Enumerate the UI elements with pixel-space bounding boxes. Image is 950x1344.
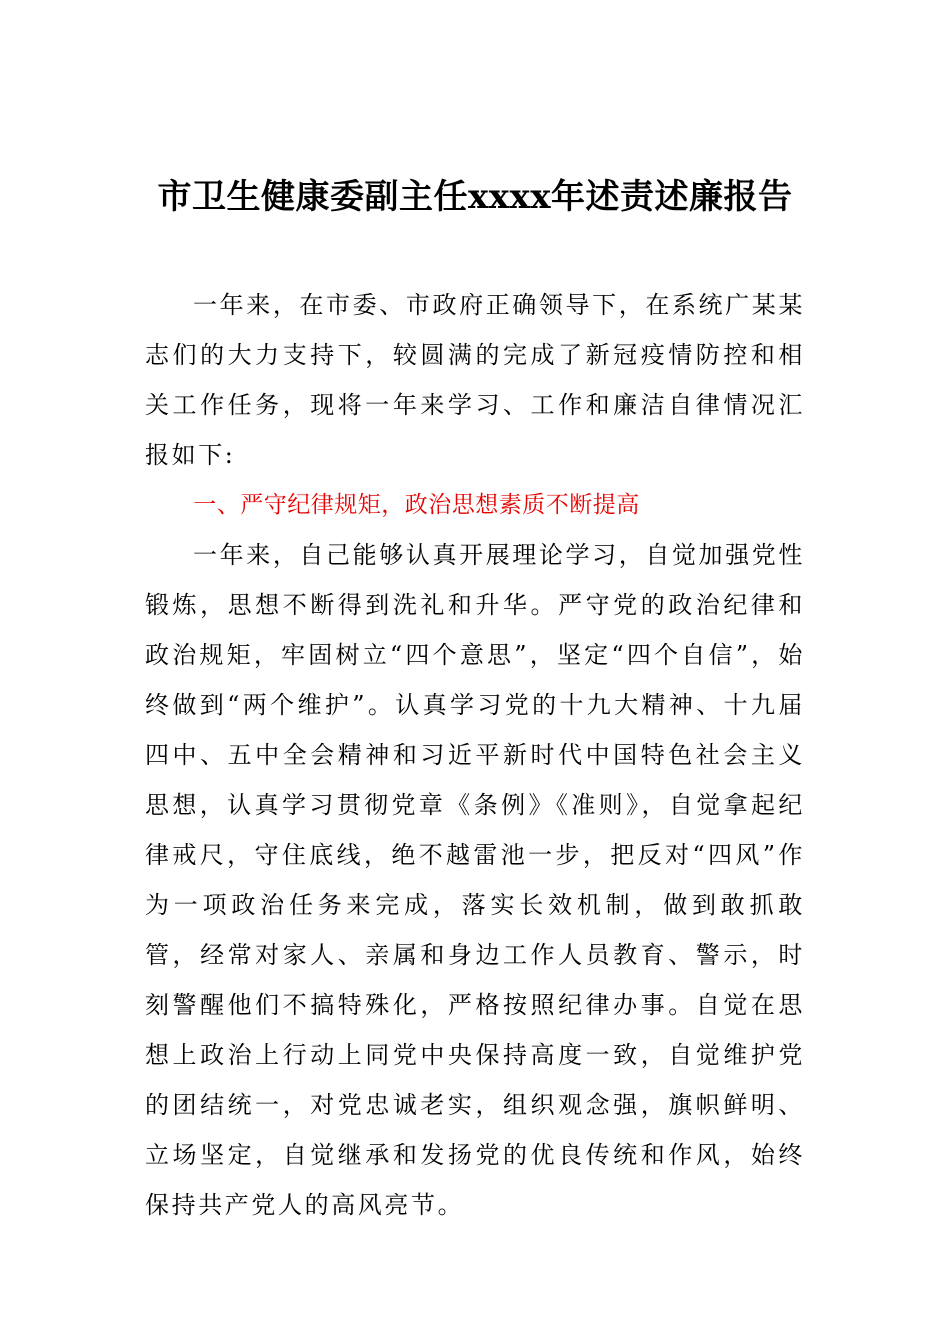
- document-title: 市卫生健康委副主任xxxx年述责述廉报告: [157, 176, 793, 217]
- intro-paragraph: 一年来，在市委、市政府正确领导下，在系统广某某志们的大力支持下，较圆满的完成了新冠疫情防控和相关工作任务，现将一年来学习、工作和廉洁自律情况汇报如下:: [145, 291, 805, 469]
- section-heading: 一、严守纪律规矩，政治思想素质不断提高: [193, 492, 640, 518]
- document-body: [145, 280, 805, 1230]
- section-paragraph: 一年来，自己能够认真开展理论学习，自觉加强党性锻炼，思想不断得到洗礼和升华。严守党的政治纪律和政治规矩，牢固树立“四个意思”，坚定“四个自信”，始终做到“两个维护”。认真学习党的十九大精神、十九届四中、五中全会精神和习近平新时代中国特色社会主义思想，认真学习贯彻党章《条例》《准则》，自觉拿起纪律戒尺，守住底线，绝不越雷池一步，把反对“四风”作为一项政治任务来完成，落实长效机制，做到敢抓敢管，经常对家人、亲属和身边工作人员教育、警示，时刻警醒他们不搞特殊化，严格按照纪律办事。自觉在思想上政治上行动上同党中央保持高度一致，自觉维护党的团结统一，对党忠诚老实，组织观念强，旗帜鲜明、立场坚定，自觉继承和发扬党的优良传统和作风，始终保持共产党人的高风亮节。: [145, 541, 805, 1219]
